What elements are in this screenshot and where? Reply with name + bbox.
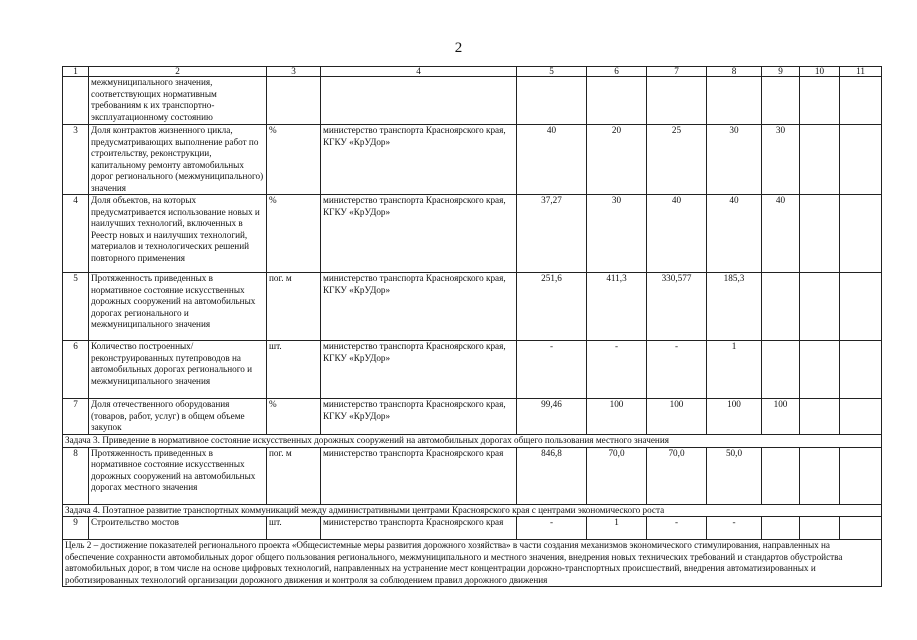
responsible-cell: министерство транспорта Красноярского края, КГКУ «КрУДор»: [321, 341, 517, 399]
value-cell: 30: [587, 195, 647, 273]
value-cell: 100: [762, 399, 800, 435]
value-cell: 100: [707, 399, 762, 435]
indicator-cell: межмуниципального значения, соответствующих нормативным требованиям к их транспортно-эксплуатационному состоянию: [89, 77, 267, 125]
unit-cell: %: [267, 195, 321, 273]
row-number-cell: 6: [63, 341, 89, 399]
value-cell: 30: [762, 125, 800, 195]
column-header: 10: [800, 67, 840, 77]
value-cell: [707, 77, 762, 125]
unit-cell: %: [267, 399, 321, 435]
responsible-cell: министерство транспорта Красноярского края, КГКУ «КрУДор»: [321, 125, 517, 195]
unit-cell: шт.: [267, 517, 321, 540]
value-cell: 70,0: [647, 447, 707, 504]
page-number: 2: [454, 40, 463, 56]
value-cell: [840, 341, 882, 399]
task-row: [63, 504, 882, 517]
responsible-cell: министерство транспорта Красноярского края: [321, 447, 517, 504]
column-header: 3: [267, 67, 321, 77]
table-row: [63, 341, 882, 399]
value-cell: 20: [587, 125, 647, 195]
indicator-cell: Строительство мостов: [89, 517, 267, 540]
value-cell: [840, 125, 882, 195]
indicator-cell: Доля отечественного оборудования (товаров, работ, услуг) в общем объеме закупок: [89, 399, 267, 435]
unit-cell: пог. м: [267, 447, 321, 504]
column-header: 5: [517, 67, 587, 77]
value-cell: 99,46: [517, 399, 587, 435]
value-cell: 1: [587, 517, 647, 540]
row-number-cell: 7: [63, 399, 89, 435]
unit-cell: [267, 77, 321, 125]
value-cell: [587, 77, 647, 125]
value-cell: [800, 77, 840, 125]
table-row: [63, 273, 882, 341]
value-cell: [762, 341, 800, 399]
value-cell: 40: [762, 195, 800, 273]
indicators-table: [62, 66, 882, 587]
responsible-cell: министерство транспорта Красноярского края, КГКУ «КрУДор»: [321, 273, 517, 341]
value-cell: 37,27: [517, 195, 587, 273]
indicator-cell: Протяженность приведенных в нормативное состояние искусственных дорожных сооружений на автомобильных дорогах регионального и межмуниципального значения: [89, 273, 267, 341]
value-cell: [840, 399, 882, 435]
row-number-cell: 4: [63, 195, 89, 273]
column-header: 2: [89, 67, 267, 77]
table-row: [63, 517, 882, 540]
value-cell: 40: [647, 195, 707, 273]
table-row: [63, 399, 882, 435]
value-cell: 30: [707, 125, 762, 195]
unit-cell: %: [267, 125, 321, 195]
goal-2-heading: Цель 2 – достижение показателей регионального проекта «Общесистемные меры развития дорожного хозяйства» в части создания механизмов экономического стимулирования, направленных на обеспечение сохранности автомобильных дорог общего пользования регионального, межмуниципального и местного значения, внедрения новых технических требований и стандартов обустройства автомобильных дорог, в том числе на основе цифровых технологий, направленных на устранение мест концентрации дорожно-транспортных происшествий, внедрения автоматизированных и роботизированных технологий организации дорожного движения и контроля за соблюдением правил дорожного движения: [63, 540, 882, 587]
column-number-row: [63, 67, 882, 77]
indicator-cell: Протяженность приведенных в нормативное состояние искусственных дорожных сооружений на автомобильных дорогах местного значения: [89, 447, 267, 504]
value-cell: [800, 517, 840, 540]
value-cell: -: [707, 517, 762, 540]
value-cell: [800, 447, 840, 504]
unit-cell: шт.: [267, 341, 321, 399]
value-cell: 185,3: [707, 273, 762, 341]
table-row: [63, 77, 882, 125]
task-row: [63, 435, 882, 448]
indicator-cell: Доля контрактов жизненного цикла, предусматривающих выполнение работ по строительству, реконструкции, капитальному ремонту автомобильных дорог регионального (межмуниципального) значения: [89, 125, 267, 195]
row-number-cell: 3: [63, 125, 89, 195]
value-cell: [840, 273, 882, 341]
value-cell: 40: [517, 125, 587, 195]
value-cell: [840, 77, 882, 125]
row-number-cell: 9: [63, 517, 89, 540]
value-cell: 100: [587, 399, 647, 435]
column-header: 6: [587, 67, 647, 77]
value-cell: [800, 195, 840, 273]
table-row: [63, 125, 882, 195]
row-number-cell: [63, 77, 89, 125]
value-cell: [800, 273, 840, 341]
value-cell: 330,577: [647, 273, 707, 341]
column-header: 7: [647, 67, 707, 77]
responsible-cell: [321, 77, 517, 125]
value-cell: -: [517, 517, 587, 540]
value-cell: -: [647, 341, 707, 399]
value-cell: [800, 125, 840, 195]
column-header: 4: [321, 67, 517, 77]
table-row: [63, 447, 882, 504]
task-4-heading: Задача 4. Поэтапное развитие транспортных коммуникаций между административными центрами Красноярского края с центрами экономического роста: [63, 504, 882, 517]
value-cell: [762, 447, 800, 504]
value-cell: 70,0: [587, 447, 647, 504]
value-cell: [517, 77, 587, 125]
value-cell: 50,0: [707, 447, 762, 504]
value-cell: 1: [707, 341, 762, 399]
value-cell: 25: [647, 125, 707, 195]
value-cell: [840, 517, 882, 540]
value-cell: 100: [647, 399, 707, 435]
column-header: 1: [63, 67, 89, 77]
value-cell: [840, 447, 882, 504]
goal-row: [63, 540, 882, 587]
value-cell: 40: [707, 195, 762, 273]
responsible-cell: министерство транспорта Красноярского края, КГКУ «КрУДор»: [321, 399, 517, 435]
row-number-cell: 8: [63, 447, 89, 504]
column-header: 8: [707, 67, 762, 77]
value-cell: 251,6: [517, 273, 587, 341]
value-cell: -: [587, 341, 647, 399]
column-header: 11: [840, 67, 882, 77]
table-row: [63, 195, 882, 273]
unit-cell: пог. м: [267, 273, 321, 341]
value-cell: -: [647, 517, 707, 540]
indicator-cell: Доля объектов, на которых предусматривается использование новых и наилучших технологий, включенных в Реестр новых и наилучших технологий, материалов и технологических решений повторного применения: [89, 195, 267, 273]
value-cell: [762, 273, 800, 341]
value-cell: [800, 399, 840, 435]
responsible-cell: министерство транспорта Красноярского края, КГКУ «КрУДор»: [321, 195, 517, 273]
value-cell: [762, 517, 800, 540]
column-header: 9: [762, 67, 800, 77]
value-cell: [800, 341, 840, 399]
value-cell: [647, 77, 707, 125]
value-cell: [762, 77, 800, 125]
value-cell: 846,8: [517, 447, 587, 504]
row-number-cell: 5: [63, 273, 89, 341]
value-cell: 411,3: [587, 273, 647, 341]
responsible-cell: министерство транспорта Красноярского края: [321, 517, 517, 540]
indicator-cell: Количество построенных/реконструированных путепроводов на автомобильных дорогах регионального и межмуниципального значения: [89, 341, 267, 399]
task-3-heading: Задача 3. Приведение в нормативное состояние искусственных дорожных сооружений на автомобильных дорогах общего пользования местного значения: [63, 435, 882, 448]
value-cell: [840, 195, 882, 273]
value-cell: -: [517, 341, 587, 399]
